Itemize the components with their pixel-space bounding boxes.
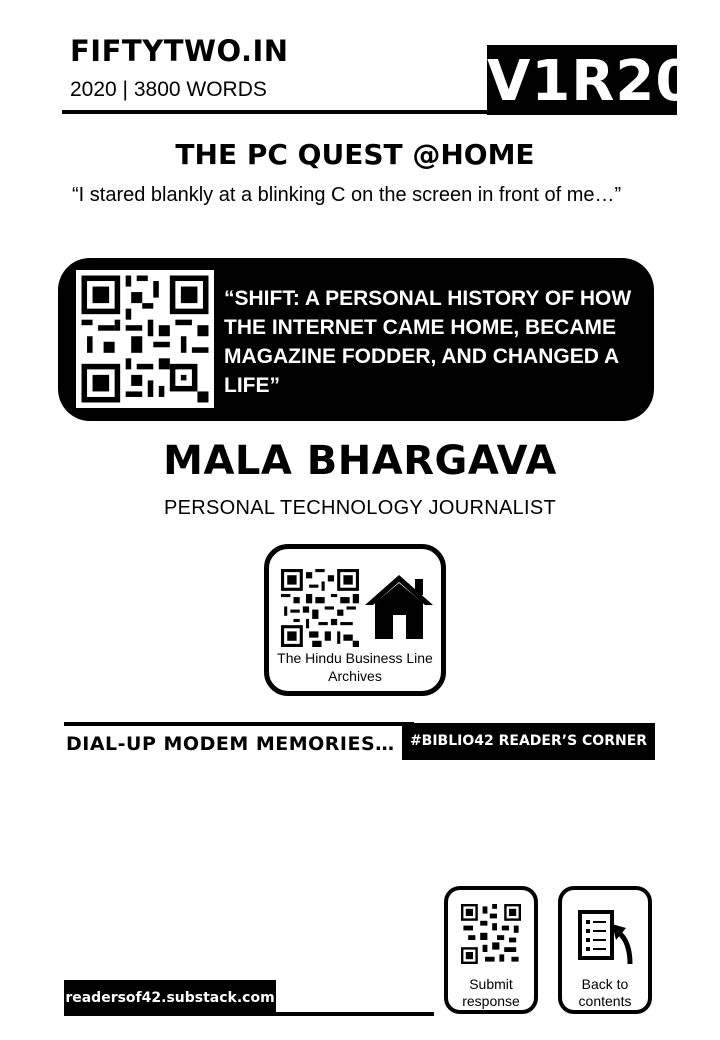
qr-code-icon: [461, 904, 521, 964]
publication-meta: 2020 | 3800 WORDS: [70, 78, 267, 101]
section-label: DIAL-UP MODEM MEMORIES…: [66, 733, 395, 755]
site-title: FIFTYTWO.IN: [70, 34, 289, 68]
story-quote: “I stared blankly at a blinking C on the screen in front of me…”: [72, 184, 622, 206]
qr-code-icon: [76, 270, 214, 408]
author-role: PERSONAL TECHNOLOGY JOURNALIST: [163, 497, 557, 519]
submit-response-button[interactable]: [444, 886, 538, 1014]
footer-divider: [64, 1012, 434, 1016]
back-to-contents-label: Back to contents: [578, 976, 632, 1009]
substack-link[interactable]: readersof42.substack.com: [64, 980, 276, 1016]
back-to-contents-button[interactable]: [558, 886, 652, 1014]
qr-code-icon: [281, 569, 359, 647]
archive-link-card[interactable]: [264, 544, 446, 696]
home-icon: [363, 571, 435, 643]
contents-back-arrow-icon: [576, 908, 638, 968]
header-divider: [62, 110, 490, 114]
section-divider: [64, 722, 414, 726]
readers-corner-tag: #BIBLIO42 READER’S CORNER: [402, 723, 655, 760]
author-name: MALA BHARGAVA: [163, 438, 557, 484]
book-title: “SHIFT: A PERSONAL HISTORY OF HOW THE INTERNET CAME HOME, BECAME MAGAZINE FODDER, AND CHANGED A LIFE”: [224, 287, 632, 397]
submit-response-label: Submit response: [462, 976, 520, 1009]
archive-label: The Hindu Business Line Archives: [277, 650, 433, 684]
book-qr-code[interactable]: [76, 270, 214, 408]
issue-code-badge: V1R20: [487, 45, 677, 115]
story-title: THE PC QUEST @HOME: [175, 138, 535, 171]
